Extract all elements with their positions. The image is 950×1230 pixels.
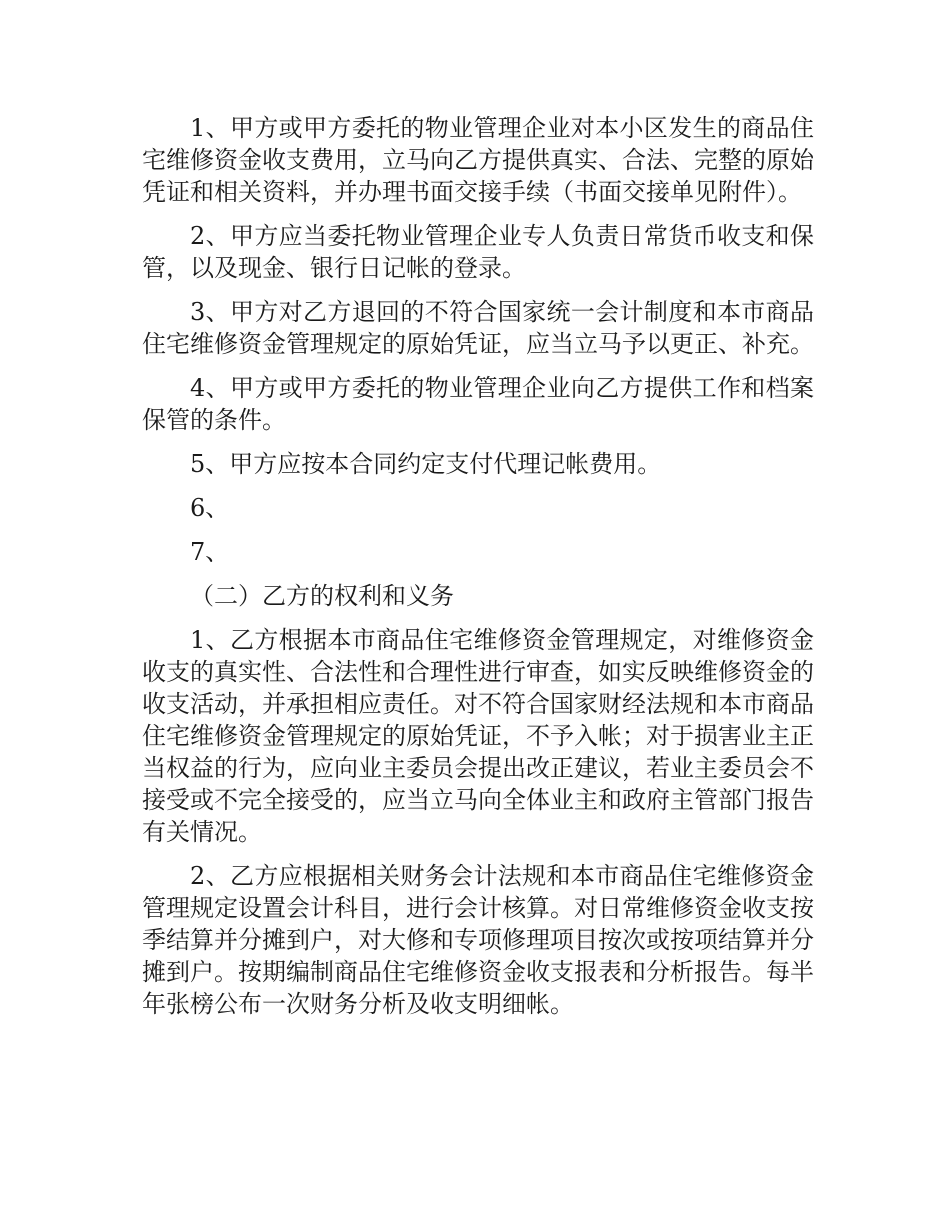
paragraph-party-b-item-1: 1、乙方根据本市商品住宅维修资金管理规定，对维修资金收支的真实性、合法性和合理性进行审查，如实反映维修资金的收支活动，并承担相应责任。对不符合国家财经法规和本市商品住宅维修资金管理规定的原始凭证，不予入帐；对于损害业主正当权益的行为，应向业主委员会提出改正建议，若业主委员会不接受或不完全接受的，应当立马向全体业主和政府主管部门报告有关情况。 [142,626,814,846]
paragraph-party-a-item-7: 7、 [190,538,230,566]
document-body [142,112,814,1032]
paragraph-party-a-item-1: 1、甲方或甲方委托的物业管理企业对本小区发生的商品住宅维修资金收支费用，立马向乙方提供真实、合法、完整的原始凭证和相关资料，并办理书面交接手续（书面交接单见附件）。 [142,114,814,206]
paragraph-party-a-item-4: 4、甲方或甲方委托的物业管理企业向乙方提供工作和档案保管的条件。 [142,374,814,434]
paragraph-party-a-item-5: 5、甲方应按本合同约定支付代理记帐费用。 [190,450,662,478]
paragraph-party-a-item-2: 2、甲方应当委托物业管理企业专人负责日常货币收支和保管，以及现金、银行日记帐的登录。 [142,222,814,282]
paragraph-party-b-item-2: 2、乙方应根据相关财务会计法规和本市商品住宅维修资金管理规定设置会计科目，进行会计核算。对日常维修资金收支按季结算并分摊到户，对大修和专项修理项目按次或按项结算并分摊到户。按期编制商品住宅维修资金收支报表和分析报告。每半年张榜公布一次财务分析及收支明细帐。 [142,862,814,1018]
section-heading-party-b: （二）乙方的权利和义务 [190,582,454,610]
paragraph-party-a-item-6: 6、 [190,494,230,522]
paragraph-party-a-item-3: 3、甲方对乙方退回的不符合国家统一会计制度和本市商品住宅维修资金管理规定的原始凭证，应当立马予以更正、补充。 [142,298,814,358]
